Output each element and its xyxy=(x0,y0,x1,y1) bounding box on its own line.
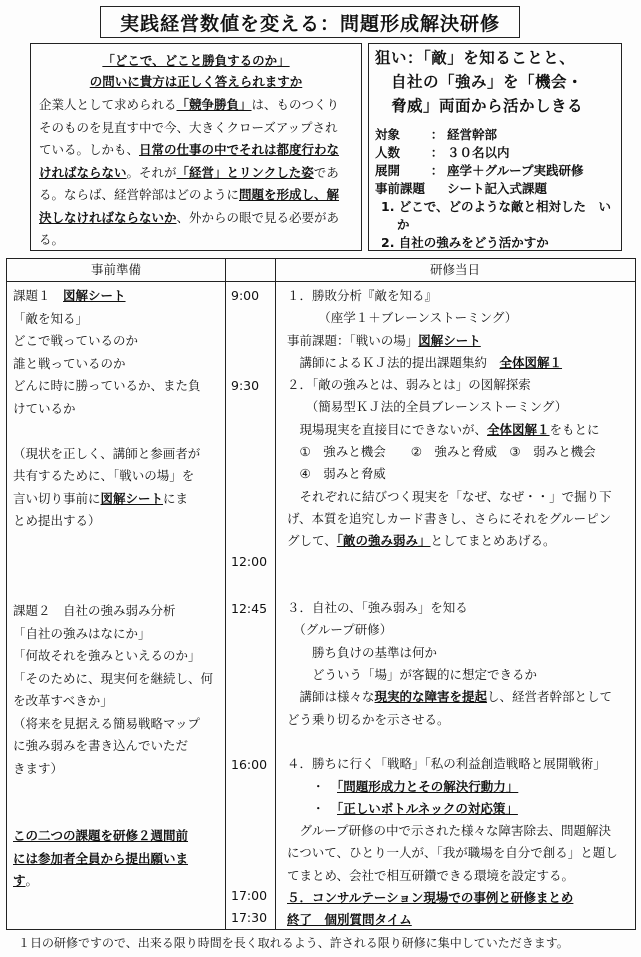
training-line xyxy=(287,664,631,686)
training-line xyxy=(287,686,631,708)
training-line xyxy=(287,842,631,864)
training-line xyxy=(287,374,631,396)
preparation-line-text: けているか xyxy=(13,400,76,416)
meta-target: 対象 ： 経営幹部 xyxy=(375,127,498,142)
training-line xyxy=(287,419,631,441)
preparation-line xyxy=(13,375,221,398)
meta-label: 事前課題 xyxy=(375,181,426,196)
preparation-line-emphasis: す xyxy=(13,873,26,888)
training-line-text: てまとめ、会社で相互研鑽できる環境を設定する。 xyxy=(287,867,575,883)
training-line xyxy=(287,553,631,575)
meta-value: シート記入式課題 xyxy=(447,181,548,196)
preparation-line xyxy=(13,870,221,893)
training-line-text: ・ xyxy=(287,778,338,794)
time-slot: 12:00 xyxy=(231,554,268,569)
preparation-line xyxy=(13,465,221,488)
training-line xyxy=(287,709,631,731)
preparation-line-emphasis: この二つの課題を研修２週間前 xyxy=(13,828,189,843)
training-line-emphasis: 図解シート xyxy=(418,332,481,348)
preparation-line xyxy=(13,488,221,511)
training-line-text: ④ 弱みと脅威 xyxy=(287,466,386,482)
training-line xyxy=(287,619,631,641)
intro-emphasis: 決しなければならないか xyxy=(39,209,177,225)
training-line-text: グして、 xyxy=(287,533,337,549)
meta-label: 展開 xyxy=(375,163,401,178)
training-line xyxy=(287,887,631,909)
preparation-line-text: （現状を正しく、講師と参画者が xyxy=(13,445,201,461)
training-line-emphasis: 全体図解１ xyxy=(487,421,550,437)
preparation-line xyxy=(13,780,221,803)
preparation-line xyxy=(13,668,221,691)
preparation-line xyxy=(13,398,221,421)
training-line-text: 講師は様々な xyxy=(287,689,375,705)
time-slot: 17:30 xyxy=(231,910,268,925)
training-line-text: ・ xyxy=(287,800,338,816)
preparation-line xyxy=(13,533,221,556)
training-line-emphasis: 「正しいボトルネックの対応策」 xyxy=(337,800,518,816)
training-line-text: （座学１＋ブレーンストーミング） xyxy=(287,310,518,326)
aim-title-line: 脅威」両面から活かしきる xyxy=(391,97,584,115)
preparation-column xyxy=(13,285,221,893)
time-slot: 9:30 xyxy=(231,378,260,393)
preparation-line xyxy=(13,285,221,308)
preparation-line xyxy=(13,600,221,623)
intro-heading-line2: の問いに貴方は正しく答えられますか xyxy=(89,74,303,89)
preparation-line xyxy=(13,735,221,758)
meta-value: 経営幹部 xyxy=(447,127,498,142)
training-line-text: （グループ研修） xyxy=(287,622,393,638)
preparation-line xyxy=(13,713,221,736)
preparation-line-text: 誰と戦っているのか xyxy=(13,355,126,371)
training-line-text: どう乗り切るかを示させる。 xyxy=(287,711,450,727)
training-line-text: 勝ち負けの基準は何か xyxy=(287,644,438,660)
intro-text: そのものを見直す中で今、大きくクローズアップされ xyxy=(39,119,338,135)
preparation-line-text: を改革すべきか」 xyxy=(13,693,113,708)
training-line-text: １．勝敗分析『敵を知る』 xyxy=(287,288,438,303)
intro-emphasis: ければならない xyxy=(39,164,127,180)
meta-count: 人数 ： ３０名以内 xyxy=(375,145,510,160)
preparation-line-text: 言い切り事前に xyxy=(13,490,101,506)
aim-title-line: 狙い：「敵」を知ることと、 xyxy=(375,49,576,67)
header-divider xyxy=(7,281,635,282)
training-line-emphasis: ５．コンサルテーション現場での事例と研修まとめ xyxy=(287,890,574,906)
footer-note: １日の研修ですので、出来る限り時間を長く取れるよう、許される限り研修に集中していただきます。 xyxy=(18,936,569,950)
meta-pre-task xyxy=(375,180,615,198)
training-line xyxy=(287,463,631,485)
intro-text: は、ものつくり xyxy=(251,97,340,112)
training-line xyxy=(287,441,631,463)
meta-value: ３０名以内 xyxy=(447,145,510,160)
intro-emphasis: 「競争勝負」 xyxy=(176,97,252,112)
preparation-line-text: きます） xyxy=(13,760,64,776)
intro-emphasis: 「経営」とリンクした姿 xyxy=(176,164,314,180)
preparation-line xyxy=(13,420,221,443)
pre-task-item: 2. 自社の強みをどう活かすか xyxy=(381,235,549,250)
intro-text: ている。しかも、 xyxy=(39,142,140,157)
training-line xyxy=(287,530,631,552)
intro-emphasis: 問題を形成し、解 xyxy=(239,187,340,202)
document-title xyxy=(100,6,520,38)
preparation-line xyxy=(13,758,221,781)
training-line-emphasis: 全体図解１ xyxy=(499,354,563,370)
header-training-day: 研修当日 xyxy=(429,262,480,277)
training-line-text: し、経営者幹部として xyxy=(487,689,613,705)
column-divider xyxy=(225,259,226,929)
header-preparation: 事前準備 xyxy=(90,262,141,277)
preparation-line-text: どこで戦っているのか xyxy=(13,333,139,348)
preparation-line-text: 「そのために、現実何を継続し、何 xyxy=(13,670,214,686)
intro-heading xyxy=(39,50,353,92)
preparation-line-text: （将来を見据える簡易戦略マップ xyxy=(13,715,201,731)
training-line-text: としてまとめあげる。 xyxy=(430,533,556,549)
training-line xyxy=(287,731,631,753)
training-line xyxy=(287,776,631,798)
preparation-line xyxy=(13,578,221,601)
intro-text: 企業人として求められる xyxy=(39,97,177,112)
preparation-line xyxy=(13,803,221,826)
training-line-emphasis: 「敵の強み弱み」 xyxy=(336,533,431,549)
preparation-line-text: 「自社の強みはなにか」 xyxy=(13,625,151,641)
training-line-text: ４．勝ちに行く「戦略」「私の利益創造戦略と展開戦術」 xyxy=(287,756,606,772)
training-line xyxy=(287,396,631,418)
preparation-line xyxy=(13,825,221,848)
meta-value: 座学＋グループ実践研修 xyxy=(447,163,584,178)
meta-format: 展開 ： 座学＋グループ実践研修 xyxy=(375,163,584,178)
preparation-line xyxy=(13,443,221,466)
preparation-line-text: とめ提出する） xyxy=(13,513,101,528)
meta-label: 人数 xyxy=(375,145,401,160)
training-line xyxy=(287,798,631,820)
intro-text: る。ならば、経営幹部はどのように xyxy=(39,187,240,202)
intro-text: 、外からの眼で見る必要があ xyxy=(176,209,340,225)
preparation-line-emphasis: 図解シート xyxy=(100,490,164,506)
training-line-text: ３．自社の、「強み弱み」を知る xyxy=(287,600,468,616)
preparation-line-text: 課題１ xyxy=(13,288,64,303)
preparation-line-text: 「敵を知る」 xyxy=(13,310,89,326)
intro-text: る。 xyxy=(39,232,65,247)
training-line xyxy=(287,753,631,775)
intro-body xyxy=(39,94,353,252)
time-slot: 9:00 xyxy=(231,288,260,303)
training-line-text: 現場現実を直接目にできないが、 xyxy=(287,421,488,437)
training-line xyxy=(287,597,631,619)
training-line-text: げ、本質を追究しカード書きし、さらにそれをグルーピン xyxy=(287,510,612,526)
intro-emphasis: 日常の仕事の中でそれは都度行わな xyxy=(139,142,340,157)
training-line-emphasis: 現実的な障害を提起 xyxy=(374,689,488,705)
preparation-line-text: 「何故それを強みといえるのか」 xyxy=(13,648,201,663)
preparation-line xyxy=(13,690,221,713)
schedule-table xyxy=(6,258,636,930)
aim-box xyxy=(368,43,622,251)
time-slot: 12:45 xyxy=(231,601,268,616)
training-line-text: について、ひとり一人が、「我が職場を自分で創る」と題し xyxy=(287,845,618,861)
preparation-line-emphasis: 図解シート xyxy=(63,288,126,303)
intro-box xyxy=(30,43,362,251)
pre-task-list xyxy=(375,198,615,252)
preparation-line xyxy=(13,645,221,668)
title-text: 実践経営数値を変える：問題形成解決研修 xyxy=(119,12,500,35)
training-line xyxy=(287,575,631,597)
preparation-line xyxy=(13,510,221,533)
training-line xyxy=(287,820,631,842)
preparation-line-text: どんに時に勝っているか、また負 xyxy=(13,378,201,393)
preparation-line xyxy=(13,848,221,871)
training-line-text: をもとに xyxy=(549,421,600,437)
training-day-column xyxy=(287,285,631,932)
training-line-emphasis: 終了 個別質問タイム xyxy=(287,912,412,928)
training-line xyxy=(287,330,631,352)
training-line xyxy=(287,486,631,508)
intro-text: 。それが xyxy=(126,164,177,180)
preparation-line xyxy=(13,353,221,376)
training-line-text: 講師によるＫＪ法的提出課題集約 xyxy=(287,354,500,370)
time-slot: 17:00 xyxy=(231,888,268,903)
preparation-line xyxy=(13,308,221,331)
training-line-text: （簡易型ＫＪ法的全員ブレーンストーミング） xyxy=(287,399,568,415)
preparation-line xyxy=(13,330,221,353)
intro-text: であ xyxy=(313,164,339,180)
preparation-line-text: に強み弱みを書き込んでいただ xyxy=(13,738,189,753)
training-line xyxy=(287,642,631,664)
training-line xyxy=(287,307,631,329)
training-line-text: グループ研修の中で示された様々な障害除去、問題解決 xyxy=(287,823,612,839)
training-line-text: それぞれに結びつく現実を「なぜ、なぜ・・」で掘り下 xyxy=(287,488,612,504)
training-line-text: ２．「敵の強みとは、弱みとは」の図解探索 xyxy=(287,377,531,393)
training-line xyxy=(287,285,631,307)
training-line-text: どういう「場」が客観的に想定できるか xyxy=(287,667,538,683)
preparation-line xyxy=(13,555,221,578)
meta-label: 対象 xyxy=(375,127,401,142)
preparation-line-text: 課題２ 自社の強み弱み分析 xyxy=(13,603,176,618)
training-line-text: 事前課題：「戦いの場」 xyxy=(287,332,419,348)
training-line xyxy=(287,865,631,887)
preparation-line-text: 。 xyxy=(25,873,39,888)
time-slot: 16:00 xyxy=(231,757,268,772)
training-line-text: ① 強みと機会 ② 強みと脅威 ③ 弱みと機会 xyxy=(287,444,596,460)
aim-meta xyxy=(375,126,615,252)
preparation-line-text: にま xyxy=(163,490,189,506)
pre-task-item: 1. どこで、どのような敵と相対した いか xyxy=(381,199,612,232)
training-line xyxy=(287,352,631,374)
column-divider xyxy=(275,259,276,929)
intro-heading-line1: 「どこで、どこと勝負するのか」 xyxy=(102,53,290,68)
training-line-emphasis: 「問題形成力とその解決行動力」 xyxy=(337,778,519,794)
aim-title-line: 自社の「強み」を「機会・ xyxy=(391,73,584,91)
training-line xyxy=(287,508,631,530)
aim-title xyxy=(375,46,615,118)
training-line xyxy=(287,909,631,931)
preparation-line-text: 共有するために、「戦いの場」を xyxy=(13,468,195,483)
preparation-line-emphasis: には参加者全員から提出願いま xyxy=(13,850,189,866)
preparation-line xyxy=(13,623,221,646)
